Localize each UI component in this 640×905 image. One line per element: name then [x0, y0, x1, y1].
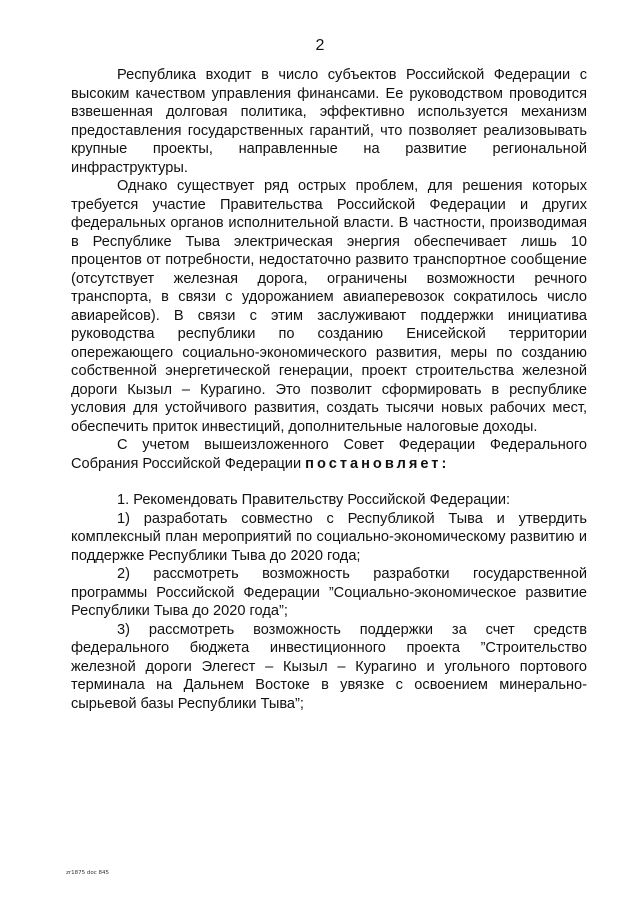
- document-body: [71, 66, 587, 713]
- page-number: 2: [315, 37, 325, 54]
- paragraph-gap: [71, 473, 587, 491]
- item-1-sub-2: 2) рассмотреть возможность разработки государственной программы Российской Федерации ”Социально-экономическое развитие Республики Тыва до 2020 года”;: [71, 566, 587, 619]
- item-1-sub-1: 1) разработать совместно с Республикой Тыва и утвердить комплексный план мероприятий по социально-экономическому развитию и поддержке Республики Тыва до 2020 года;: [71, 510, 587, 564]
- paragraph-problems: Однако существует ряд острых проблем, для решения которых требуется участие Правительства Российской Федерации и других федеральных органов исполнительной власти. В частности, производимая в Республике Тыва электрическая энергия обеспечивает лишь 10 процентов от потребности, недостаточно развито транспортное сообщение (отсутствует железная дорога, ограничены возможности речного транспорта, в связи с удорожанием авиаперевозок сократилось число авиарейсов). В связи с этим заслуживают поддержки инициатива руководства республики по созданию Енисейской территории опережающего социально-экономического развития, меры по созданию собственной энергетической генерации, проект строительства железной дороги Кызыл – Курагино. Это позволит сформировать в республике условия для устойчивого развития, создать тысячи новых рабочих мест, обеспечить приток инвестиций, дополнительные налоговые доходы.: [71, 178, 587, 435]
- paragraph-finance: Республика входит в число субъектов Российской Федерации с высоким качеством управления финансами. Ее руководством проводится взвешенная долговая политика, эффективно используется механизм предоставления государственных гарантий, что позволяет реализовывать крупные проекты, направленные на развитие региональной инфраструктуры.: [71, 67, 587, 176]
- item-1-heading: 1. Рекомендовать Правительству Российской Федерации:: [117, 492, 511, 508]
- resolution-lead-text: С учетом вышеизложенного Совет Федерации Федерального Собрания Российской Федерации: [71, 437, 587, 472]
- paragraph-resolution-lead: [71, 436, 587, 473]
- resolution-keyword: постановляет: [305, 455, 442, 472]
- footer-document-code: zr1875 doc 845: [66, 870, 110, 876]
- item-1-sub-3: 3) рассмотреть возможность поддержки за счет средств федерального бюджета инвестиционного проекта ”Строительство железной дороги Элегест – Кызыл – Курагино и угольного портового терминала на Дальнем Востоке в увязке с освоением минерально-сырьевой базы Республики Тыва”;: [71, 621, 587, 712]
- resolution-colon: :: [441, 455, 447, 472]
